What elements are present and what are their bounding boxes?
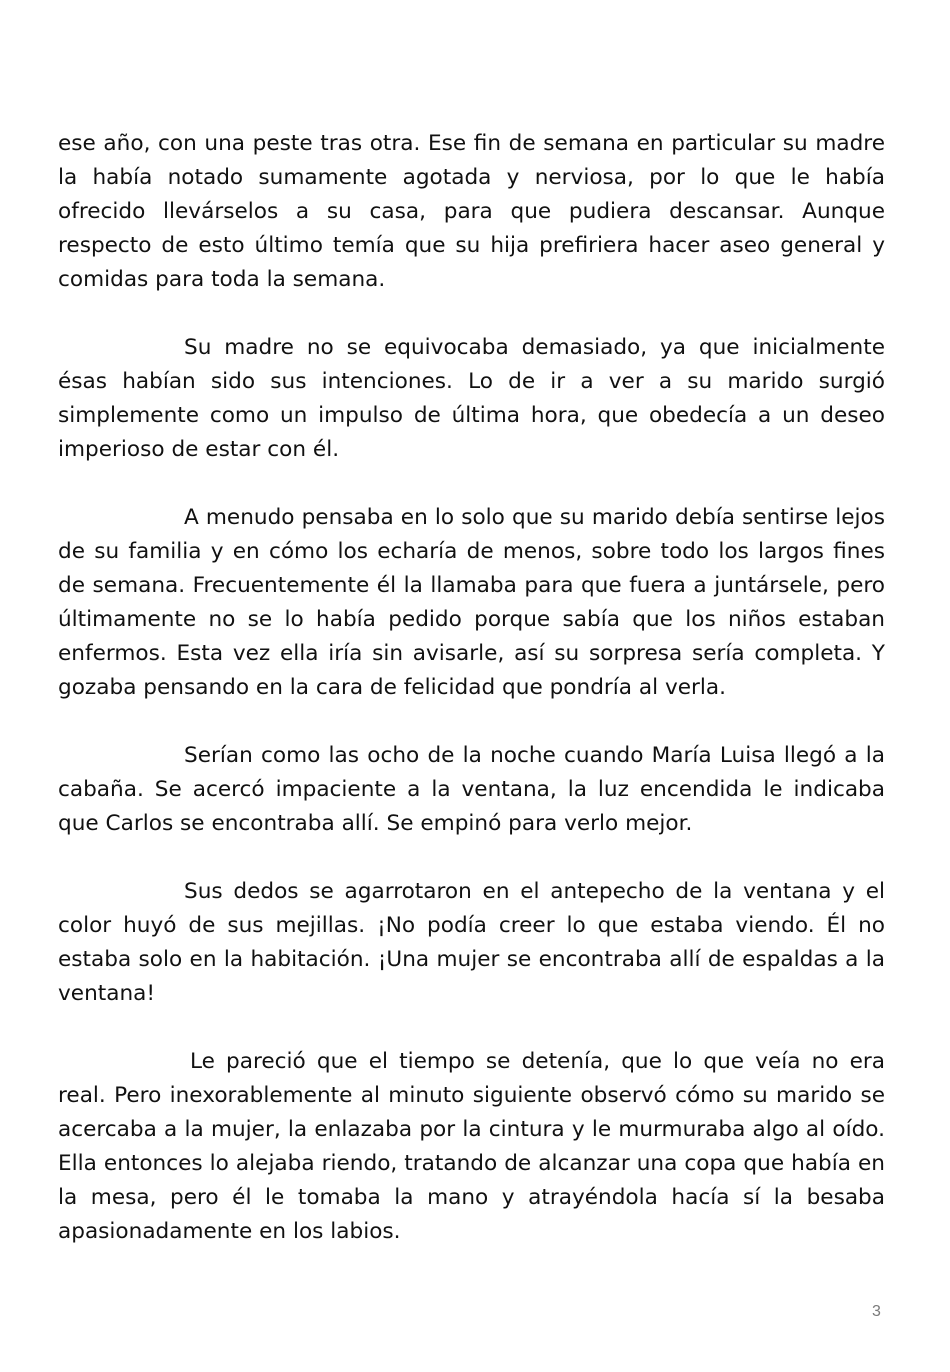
paragraph-2: Su madre no se equivocaba demasiado, ya que inicialmente ésas habían sido sus intenciones. Lo de ir a ver a su marido surgió simplemente como un impulso de última hora, que obedecía a un deseo imperioso de estar con él. xyxy=(58,335,885,462)
page-number: 3 xyxy=(872,1303,881,1320)
paragraph-6: Le pareció que el tiempo se detenía, que lo que veía no era real. Pero inexorablemente al minuto siguiente observó cómo su marido se acercaba a la mujer, la enlazaba por la cintura y le murmuraba algo al oído. Ella entonces lo alejaba riendo, tratando de alcanzar una copa que había en la mesa, pero él le tomaba la mano y atrayéndola hacía sí la besaba apasionadamente en los labios. xyxy=(58,1049,885,1244)
body-text xyxy=(58,127,885,1283)
paragraph-5: Sus dedos se agarrotaron en el antepecho de la ventana y el color huyó de sus mejillas. ¡No podía creer lo que estaba viendo. Él no estaba solo en la habitación. ¡Una mujer se encontraba allí de espaldas a la ventana! xyxy=(58,879,885,1006)
paragraph-4: Serían como las ocho de la noche cuando María Luisa llegó a la cabaña. Se acercó impaciente a la ventana, la luz encendida le indicaba que Carlos se encontraba allí. Se empinó para verlo mejor. xyxy=(58,743,885,836)
paragraph-3: A menudo pensaba en lo solo que su marido debía sentirse lejos de su familia y en cómo los echaría de menos, sobre todo los largos fines de semana. Frecuentemente él la llamaba para que fuera a juntársele, pero últimamente no se lo había pedido porque sabía que los niños estaban enfermos. Esta vez ella iría sin avisarle, así su sorpresa sería completa. Y gozaba pensando en la cara de felicidad que pondría al verla. xyxy=(58,505,885,700)
paragraph-1: ese año, con una peste tras otra. Ese fin de semana en particular su madre la había notado sumamente agotada y nerviosa, por lo que le había ofrecido llevárselos a su casa, para que pudiera descansar. Aunque respecto de esto último temía que su hija prefiriera hacer aseo general y comidas para toda la semana. xyxy=(58,131,885,292)
